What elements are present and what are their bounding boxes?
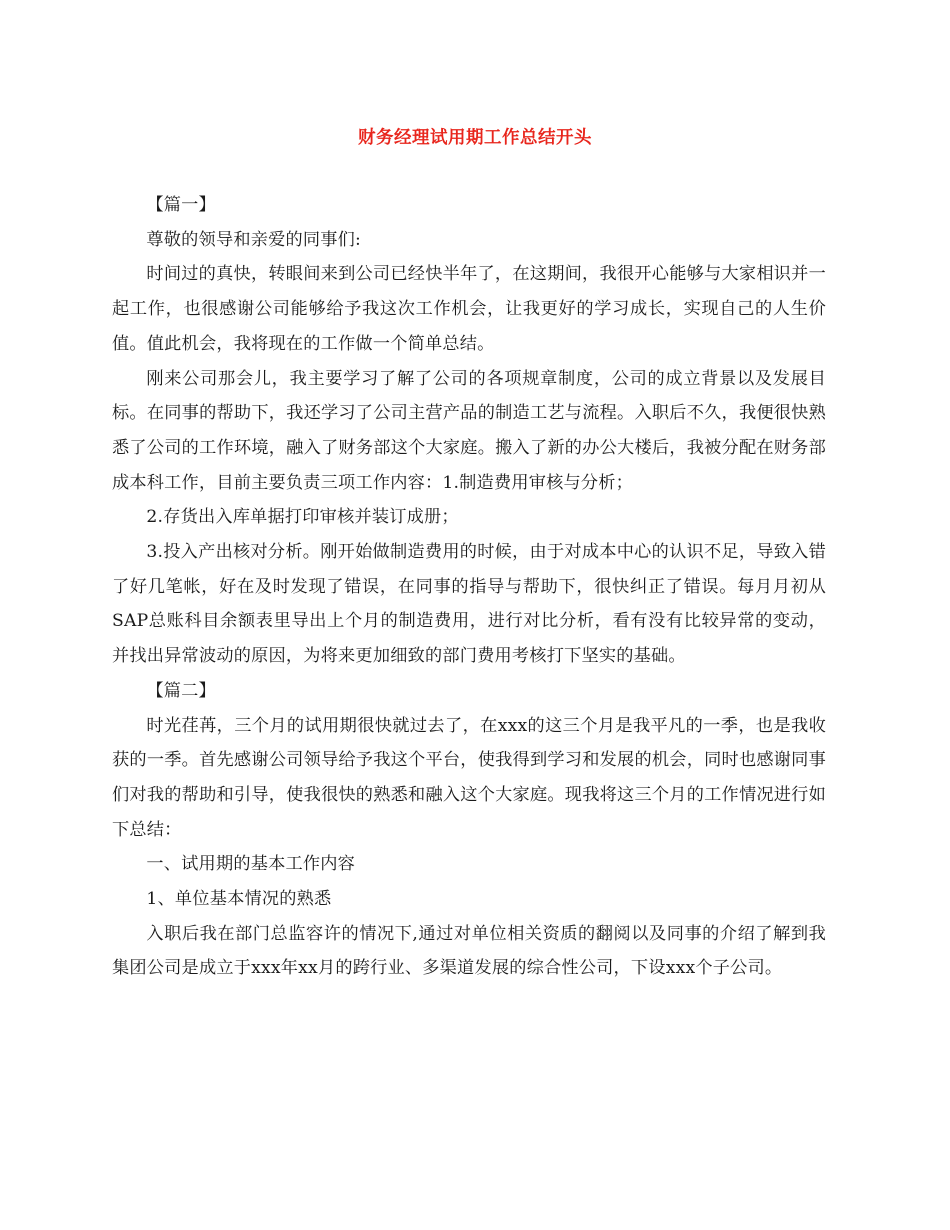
salutation: 尊敬的领导和亲爱的同事们:	[146, 229, 362, 250]
paragraph: 时光荏苒，三个月的试用期很快就过去了，在xxx的这三个月是我平凡的一季，也是我收获的一季。首先感谢公司领导给予我这个平台，使我得到学习和发展的机会，同时也感谢同事们对我的帮助和引导，使我很快的熟悉和融入这个大家庭。现我将这三个月的工作情况进行如下总结：	[112, 715, 826, 840]
paragraph: 3.投入产出核对分析。刚开始做制造费用的时候，由于对成本中心的认识不足，导致入错了好几笔帐，好在及时发现了错误，在同事的指导与帮助下，很快纠正了错误。每月月初从SAP总账科目余额表里导出上个月的制造费用，进行对比分析，看有没有比较异常的变动，并找出异常波动的原因，为将来更加细致的部门费用考核打下坚实的基础。	[112, 542, 826, 667]
document-title: 财务经理试用期工作总结开头	[358, 128, 592, 148]
section-heading-2: 【篇二】	[146, 680, 216, 701]
paragraph: 时间过的真快，转眼间来到公司已经快半年了，在这期间，我很开心能够与大家相识并一起工作，也很感谢公司能够给予我这次工作机会，让我更好的学习成长，实现自己的人生价值。值此机会，我将现在的工作做一个简单总结。	[112, 264, 826, 354]
section-heading-1: 【篇一】	[146, 195, 216, 215]
subheading: 一、试用期的基本工作内容	[146, 854, 356, 875]
subheading: 1、单位基本情况的熟悉	[146, 889, 332, 910]
document-body	[112, 188, 826, 986]
paragraph: 2.存货出入库单据打印审核并装订成册；	[146, 507, 459, 528]
paragraph: 刚来公司那会儿，我主要学习了解了公司的各项规章制度，公司的成立背景以及发展目标。在同事的帮助下，我还学习了公司主营产品的制造工艺与流程。入职后不久，我便很快熟悉了公司的工作环境，融入了财务部这个大家庭。搬入了新的办公大楼后，我被分配在财务部成本科工作，目前主要负责三项工作内容：1.制造费用审核与分析；	[112, 368, 826, 493]
paragraph: 入职后我在部门总监容许的情况下,通过对单位相关资质的翻阅以及同事的介绍了解到我集团公司是成立于xxx年xx月的跨行业、多渠道发展的综合性公司，下设xxx个子公司。	[112, 923, 826, 979]
